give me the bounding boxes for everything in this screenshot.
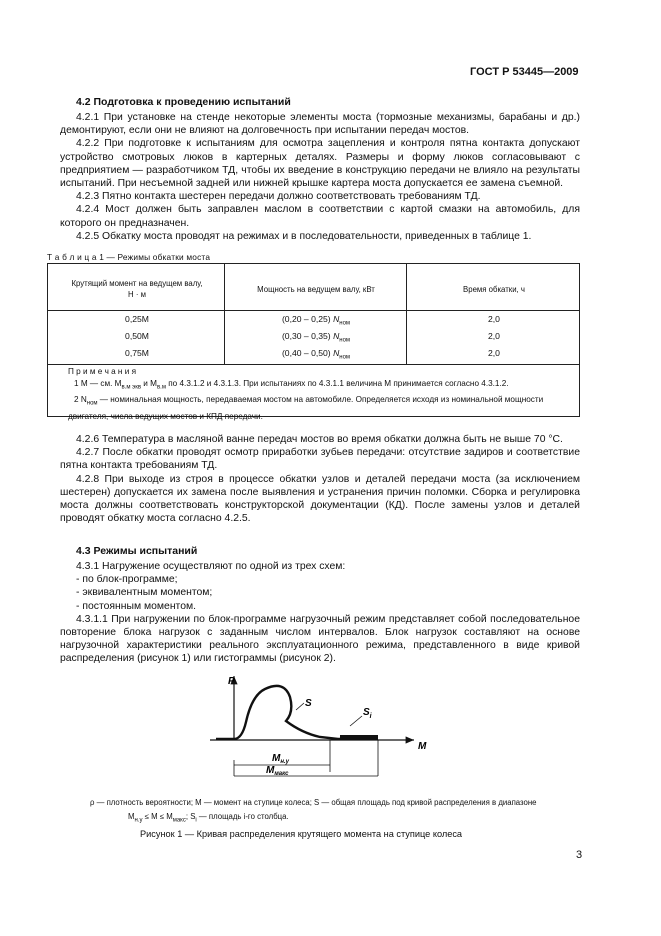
list-item: - эквивалентным моментом; bbox=[76, 587, 213, 599]
paragraph-4-2-2: 4.2.2 При подготовке к испытаниям для осмотра зацепления и контроля пятна контакта допускают устройство смотровых люков в картерных деталях. Размеры и форму люков согласовывают с предприятием — разработчиком ТД, чтобы их введение в конструкцию передачи не влияло на результаты испытаний. При несъемной задней или нижней крышке картера моста допускается ее замена съемной. bbox=[60, 138, 580, 190]
figure-1-title: Рисунок 1 — Кривая распределения крутящего момента на ступице колеса bbox=[140, 829, 463, 839]
legend-line: $M_{н.у} \le M \le M_{макс}$; $S_i$ — площадь i-го столбца. bbox=[128, 812, 289, 824]
paragraph-4-2-3: 4.2.3 Пятно контакта шестерен передачи должно соответствовать требованиям ТД. bbox=[76, 191, 481, 203]
column-leader-line bbox=[350, 716, 362, 726]
table-cell-time: 2,0 bbox=[488, 348, 500, 358]
distribution-curve bbox=[216, 686, 378, 739]
paragraph-4-2-5: 4.2.5 Обкатку моста проводят на режимах и в последовательности, приведенных в таблице 1. bbox=[76, 230, 532, 242]
paragraph-4-2-8: 4.2.8 При выходе из строя в процессе обкатки узлов и деталей передачи моста (за исключением шестерен) допускается их замена после выявления и устранения причин поломки. Сборка и регулировка моста должны соответствовать конструкторской документации (КД). После замены узлов и деталей проводят обкатку моста согласно 4.2.5. bbox=[60, 473, 580, 525]
paragraph-4-3-1-1: 4.3.1.1 При нагружении по блок-программе нагрузочный режим представляет собой последовательное повторение блока нагрузок с заданным числом интервалов. Блок нагрузок составляют на основе нагрузочной характеристики реального эксплуатационного режима, представленного в виде кривой распределения (рисунок 1) или гистограммы (рисунок 2). bbox=[60, 613, 580, 665]
column-label: $S_i$ bbox=[363, 707, 372, 720]
legend-line: ρ — плотность вероятности; M — момент на ступице колеса; S — общая площадь под кривой распределения в диапазоне bbox=[90, 798, 537, 807]
table-cell-torque: 0,50M bbox=[125, 331, 149, 341]
table-cell-time: 2,0 bbox=[488, 314, 500, 324]
table-cell-power: (0,20 – 0,25) $N_{ном}$ bbox=[281, 314, 351, 327]
dimension-label-mmax: $M_{макс}$ bbox=[266, 765, 289, 777]
y-axis-label: P bbox=[228, 676, 235, 687]
table-1-caption: Т а б л и ц а 1 — Режимы обкатки моста bbox=[47, 252, 211, 262]
paragraph-4-2-1: 4.2.1 При установке на стенде некоторые элементы моста (тормозные механизмы, барабаны и др.) демонтируют, если они не влияют на долговечность при испытании передач мостов. bbox=[60, 112, 580, 137]
histogram-column bbox=[340, 735, 378, 740]
notes-title: П р и м е ч а н и я bbox=[68, 367, 137, 376]
page-number: 3 bbox=[576, 849, 583, 861]
table-cell-power: (0,40 – 0,50) $N_{ном}$ bbox=[281, 348, 351, 361]
figure-1-legend bbox=[90, 796, 590, 828]
paragraph-4-3-1: 4.3.1 Нагружение осуществляют по одной из трех схем: bbox=[76, 561, 346, 572]
table-header-power: Мощность на ведущем валу, кВт bbox=[257, 285, 375, 294]
table-cell-torque: 0,25M bbox=[125, 314, 149, 324]
table-cell-power: (0,30 – 0,35) $N_{ном}$ bbox=[281, 331, 351, 344]
area-leader-line bbox=[296, 703, 304, 710]
paragraph-4-2-7: 4.2.7 После обкатки проводят осмотр приработки зубьев передачи: отсутствие задиров и соответствие пятна контакта требованиям ТД. bbox=[60, 447, 580, 472]
list-item: - постоянным моментом. bbox=[76, 600, 197, 612]
paragraph-4-2-6: 4.2.6 Температура в масляной ванне передач мостов во время обкатки должна быть не выше 70 °C. bbox=[76, 434, 563, 445]
section-4-3-title: 4.3 Режимы испытаний bbox=[76, 545, 198, 557]
paragraph-4-2-4: 4.2.4 Мост должен быть заправлен маслом в соответствии с картой смазки на автомобиль, для которого он предназначен. bbox=[60, 204, 580, 229]
document-header: ГОСТ Р 53445—2009 bbox=[470, 66, 579, 78]
note-1: 1 M — см. $M_{в.м экв}$ и $M_{в.м}$ по 4.3.1.2 и 4.3.1.3. При испытаниях по 4.3.1.1 величина M принимается согласно 4.3.1.2. bbox=[74, 379, 509, 392]
table-header-time: Время обкатки, ч bbox=[463, 285, 525, 294]
section-4-2-title: 4.2 Подготовка к проведению испытаний bbox=[76, 96, 291, 108]
note-2: 2 $N_{ном}$ — номинальная мощность, передаваемая мостом на автомобиле. Определяется исходя из номинальной мощности двигателя, числа ведущих мостов и КПД передачи. bbox=[68, 395, 544, 421]
area-label: S bbox=[305, 698, 312, 709]
dimension-label-mny: $M_{н.у}$ bbox=[272, 753, 289, 765]
table-cell-time: 2,0 bbox=[488, 331, 500, 341]
table-cell-torque: 0,75M bbox=[125, 348, 149, 358]
x-axis-label: M bbox=[418, 741, 427, 752]
table-header-torque: Крутящий момент на ведущем валу, Н · м bbox=[71, 279, 203, 299]
list-item: - по блок-программе; bbox=[76, 574, 178, 586]
